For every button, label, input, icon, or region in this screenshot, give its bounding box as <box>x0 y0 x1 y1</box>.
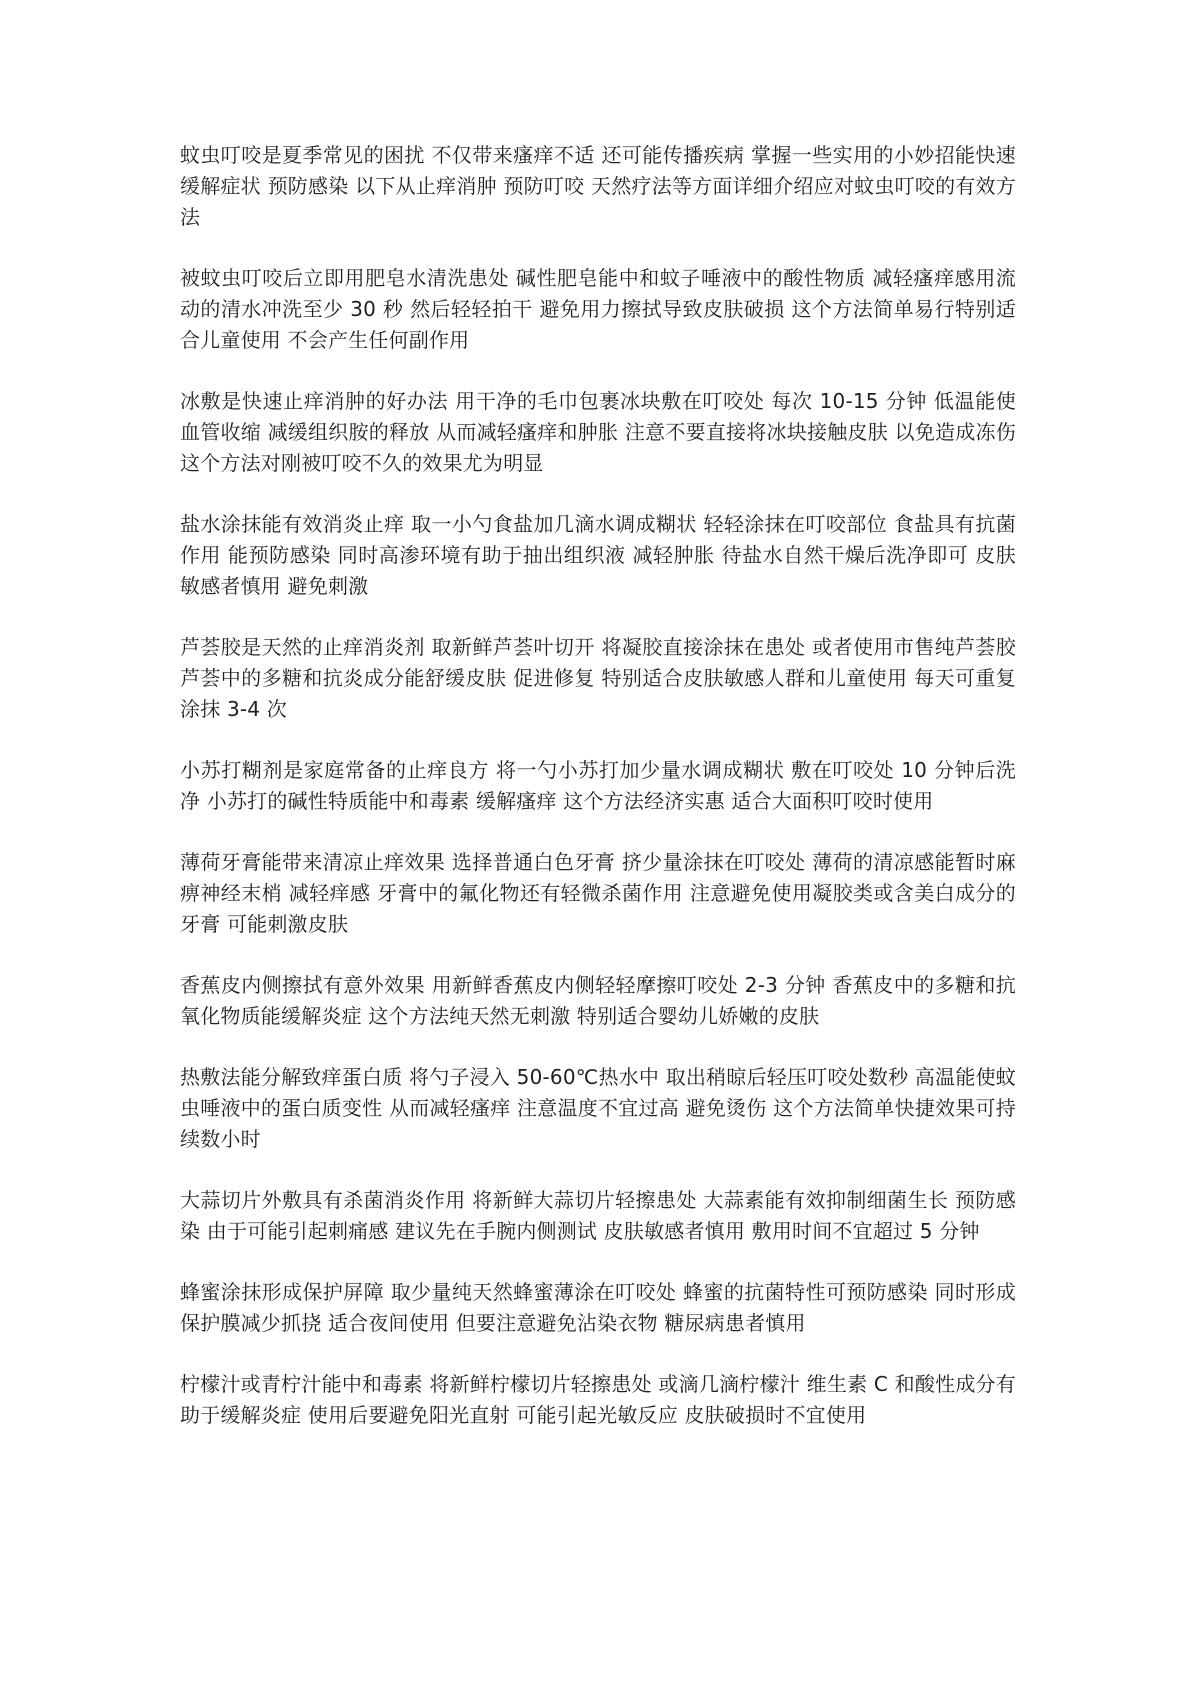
document-body <box>180 140 1016 1461</box>
paragraph-salt-paste: 盐水涂抹能有效消炎止痒 取一小勺食盐加几滴水调成糊状 轻轻涂抹在叮咬部位 食盐具有抗菌作用 能预防感染 同时高渗环境有助于抽出组织液 减轻肿胀 待盐水自然干燥后洗净即可 皮肤敏感者慎用 避免刺激 <box>180 512 1016 598</box>
paragraph-baking-soda: 小苏打糊剂是家庭常备的止痒良方 将一勺小苏打加少量水调成糊状 敷在叮咬处 10 分钟后洗净 小苏打的碱性特质能中和毒素 缓解瘙痒 这个方法经济实惠 适合大面积叮咬时使用 <box>180 758 1016 813</box>
paragraph-mint-toothpaste: 薄荷牙膏能带来清凉止痒效果 选择普通白色牙膏 挤少量涂抹在叮咬处 薄荷的清凉感能暂时麻痹神经末梢 减轻痒感 牙膏中的氟化物还有轻微杀菌作用 注意避免使用凝胶类或含美白成分的牙膏 可能刺激皮肤 <box>180 850 1016 936</box>
paragraph-ice-compress: 冰敷是快速止痒消肿的好办法 用干净的毛巾包裹冰块敷在叮咬处 每次 10-15 分钟 低温能使血管收缩 减缓组织胺的释放 从而减轻瘙痒和肿胀 注意不要直接将冰块接触皮肤 以免造成冻伤 这个方法对刚被叮咬不久的效果尤为明显 <box>180 389 1016 475</box>
paragraph-heat-compress: 热敷法能分解致痒蛋白质 将勺子浸入 50-60℃热水中 取出稍晾后轻压叮咬处数秒 高温能使蚊虫唾液中的蛋白质变性 从而减轻瘙痒 注意温度不宜过高 避免烫伤 这个方法简单快捷效果可持续数小时 <box>180 1065 1016 1151</box>
paragraph-garlic: 大蒜切片外敷具有杀菌消炎作用 将新鲜大蒜切片轻擦患处 大蒜素能有效抑制细菌生长 预防感染 由于可能引起刺痛感 建议先在手腕内侧测试 皮肤敏感者慎用 敷用时间不宜超过 5 分钟 <box>180 1188 1016 1243</box>
paragraph-honey: 蜂蜜涂抹形成保护屏障 取少量纯天然蜂蜜薄涂在叮咬处 蜂蜜的抗菌特性可预防感染 同时形成保护膜减少抓挠 适合夜间使用 但要注意避免沾染衣物 糖尿病患者慎用 <box>180 1280 1016 1335</box>
paragraph-lemon-juice: 柠檬汁或青柠汁能中和毒素 将新鲜柠檬切片轻擦患处 或滴几滴柠檬汁 维生素 C 和酸性成分有助于缓解炎症 使用后要避免阳光直射 可能引起光敏反应 皮肤破损时不宜使用 <box>180 1372 1016 1427</box>
paragraph-intro: 蚊虫叮咬是夏季常见的困扰 不仅带来瘙痒不适 还可能传播疾病 掌握一些实用的小妙招能快速缓解症状 预防感染 以下从止痒消肿 预防叮咬 天然疗法等方面详细介绍应对蚊虫叮咬的有效方法 <box>180 143 1016 229</box>
paragraph-soap-water: 被蚊虫叮咬后立即用肥皂水清洗患处 碱性肥皂能中和蚊子唾液中的酸性物质 减轻瘙痒感用流动的清水冲洗至少 30 秒 然后轻轻拍干 避免用力擦拭导致皮肤破损 这个方法简单易行特别适合儿童使用 不会产生任何副作用 <box>180 266 1016 352</box>
paragraph-banana-peel: 香蕉皮内侧擦拭有意外效果 用新鲜香蕉皮内侧轻轻摩擦叮咬处 2-3 分钟 香蕉皮中的多糖和抗氧化物质能缓解炎症 这个方法纯天然无刺激 特别适合婴幼儿娇嫩的皮肤 <box>180 973 1016 1028</box>
paragraph-aloe-gel: 芦荟胶是天然的止痒消炎剂 取新鲜芦荟叶切开 将凝胶直接涂抹在患处 或者使用市售纯芦荟胶 芦荟中的多糖和抗炎成分能舒缓皮肤 促进修复 特别适合皮肤敏感人群和儿童使用 每天可重复涂抹 3-4 次 <box>180 635 1016 721</box>
